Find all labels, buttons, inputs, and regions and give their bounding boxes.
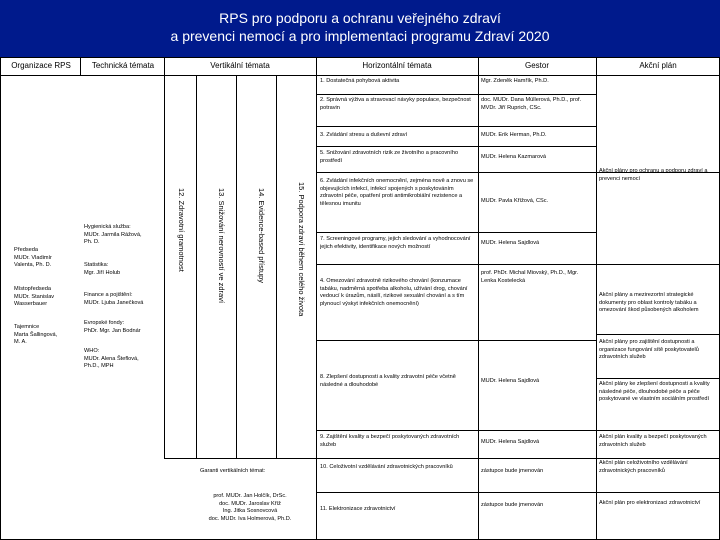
header-technical: Technická témata [91, 61, 155, 70]
tech-stats-name: Mgr. Jiří Holub [84, 269, 121, 276]
grid-line [316, 232, 596, 233]
tech-finance [84, 292, 164, 307]
row-gestor-5: MUDr. Helena Kazmarová [481, 154, 546, 160]
row-topic-8: 8. Zlepšení dostupnosti a kvality zdravotní péče včetně následné a dlouhodobé [320, 374, 456, 388]
row-gestor-11: zástupce bude jmenován [481, 502, 544, 508]
header-guarantor: Gestor [524, 61, 549, 70]
row-topic-6: 6. Zvládání infekčních onemocnění, zejména nově a znovu se objevujících infekcí, infekcí spojených s poskytováním zdravotní péče, opatření proti antimikrobiální rezistence a tělesnou imunitu [320, 178, 474, 207]
header-org: Organizace RPS [11, 61, 71, 70]
org-vice [14, 286, 78, 309]
tech-finance-name: MUDr. Ljuba Janečková [84, 299, 144, 306]
grid-line [316, 57, 317, 540]
org-vice-name: MUDr. Stanislav [14, 293, 55, 300]
grid-line [596, 378, 720, 379]
tech-eufunds [84, 320, 164, 335]
row-topic-3: 3. Zvládání stresu a duševní zdraví [320, 132, 408, 138]
grid-line [478, 57, 479, 540]
row-gestor-1: Mgr. Zdeněk Hamřík, Ph.D. [481, 78, 549, 84]
row-plan-4: Akční plány a mezirezortní strategické dokumenty pro oblast kontroly tabáku a omezování škod působených alkoholem [599, 292, 699, 314]
row-gestor-6: MUDr. Pavla Křížová, CSc. [481, 198, 549, 204]
grid-line [276, 75, 277, 458]
grid-line [80, 57, 81, 75]
org-chair [14, 247, 78, 270]
row-gestor-10: zástupce bude jmenován [481, 468, 544, 474]
tech-hygiene [84, 224, 164, 247]
grid-line [316, 146, 596, 147]
row-topic-4: 4. Omezování zdravotně rizikového chování (konzumace tabáku, nadměrná spotřeba alkoholu, užívání drog, chování vedoucí k úrazům, násilí, rizikové sexuální chování a s tím plynoucí výskyt infekčních onemocnění) [320, 278, 468, 307]
vertical-topic-15: 15. Podpora zdraví během celého života [297, 182, 306, 317]
org-secretary-name: Marta Šallingová, [14, 331, 58, 338]
org-chair-name-2: Valenta, Ph. D. [14, 262, 52, 269]
vertical-guarantor-name: doc. MUDr. Iva Holmerová, Ph.D. [208, 515, 292, 522]
grid-line [316, 126, 596, 127]
vertical-topic-12: 12. Zdravotní gramotnost [177, 188, 186, 272]
grid-line [596, 334, 720, 335]
tech-who [84, 348, 164, 371]
row-gestor-3: MUDr. Erik Herman, Ph.D. [481, 132, 547, 138]
grid-line [236, 75, 237, 458]
grid-line [316, 94, 596, 95]
title-line-1: RPS pro podporu a ochranu veřejného zdraví [219, 10, 501, 26]
tech-stats-label: Statistika: [84, 262, 109, 268]
vertical-topic-14: 14. Evidence-based přístupy [257, 188, 266, 284]
vertical-topic-13: 13. Snižování nerovností ve zdraví [217, 188, 226, 304]
row-topic-1: 1. Dostatečná pohybová aktivita [320, 78, 400, 84]
vertical-guarantor-name: Ing. Jitka Sosnovcová [222, 508, 278, 515]
row-plan-11: Akční plán pro elektronizaci zdravotnictví [599, 500, 701, 506]
tech-who-label: WHO: [84, 348, 100, 354]
grid-line [164, 458, 316, 459]
grid-line [316, 430, 720, 431]
org-secretary [14, 324, 78, 347]
grid-line [164, 75, 165, 458]
org-secretary-role: Tajemnice [14, 324, 40, 330]
header-vertical: Vertikální témata [210, 61, 270, 70]
row-plan-9: Akční plán kvality a bezpečí poskytovaných zdravotních služeb [599, 434, 707, 448]
tech-finance-label: Finance a pojištění: [84, 292, 133, 298]
title-bar [0, 0, 720, 57]
grid-line [596, 57, 597, 540]
row-gestor-8: MUDr. Helena Šajdlová [481, 378, 540, 384]
row-topic-10: 10. Celoživotní vzdělávání zdravotnických pracovníků [320, 464, 453, 470]
grid-line [0, 75, 720, 76]
org-chair-role: Předseda [14, 247, 38, 253]
plan-access-quality: Akční plány ke zlepšení dostupnosti a kvality následné péče, dlouhodobé péče a péče poskytované ve vlastním sociálním prostředí [599, 381, 710, 403]
vertical-guarantor-label: Garanti vertikálních témat: [200, 468, 266, 474]
row-gestor-9: MUDr. Helena Šajdlová [481, 439, 540, 445]
grid-line [316, 264, 720, 265]
tech-hygiene-label: Hygienická služba: [84, 224, 131, 230]
row-gestor-4: prof. PhDr. Michal Miovský, Ph.D., Mgr. Lenka Kostelecká [481, 270, 579, 284]
grid-line [0, 57, 1, 540]
title-line-2: a prevenci nemocí a pro implementaci programu Zdraví 2020 [170, 28, 550, 44]
row-plan-10: Akční plán celoživotního vzdělávání zdravotnických pracovníků [599, 460, 688, 474]
plan-prevention: Akční plány pro ochranu a podporu zdraví a prevenci nemocí [599, 168, 708, 182]
org-chair-name: MUDr. Vladimír [14, 254, 52, 261]
row-plan-8: Akční plány pro zajištění dostupnosti a organizace fungování sítě poskytovatelů zdravotních služeb [599, 339, 699, 361]
header-horizontal: Horizontální témata [362, 61, 432, 70]
vertical-guarantor-names [184, 493, 316, 523]
org-vice-name-2: Wasserbauer [14, 301, 48, 308]
row-topic-11: 11. Elektronizace zdravotnictví [320, 506, 396, 512]
org-vice-role: Místopředseda [14, 286, 52, 292]
grid-line [196, 75, 197, 458]
tech-hygiene-name-2: Ph. D. [84, 239, 100, 246]
row-topic-2: 2. Správná výživa a stravovací návyky populace, bezpečnost potravin [320, 97, 471, 111]
tech-hygiene-name: MUDr. Jarmila Rážová, [84, 231, 142, 238]
row-topic-7: 7. Screeningové programy, jejich sledování a vyhodnocování jejich efektivity, identifikace nových možností [320, 236, 471, 250]
header-action-plan: Akční plán [639, 61, 677, 70]
org-secretary-name-2: M. A. [14, 339, 27, 346]
vertical-guarantor-name: prof. MUDr. Jan Holčík, DrSc. [213, 493, 287, 499]
row-topic-5: 5. Snižování zdravotních rizik ze životního a pracovního prostředí [320, 150, 459, 164]
grid-line [316, 492, 720, 493]
row-gestor-2: doc. MUDr. Dana Müllerová, Ph.D., prof. MVDr. Jiří Ruprich, CSc. [481, 97, 582, 111]
row-gestor-7: MUDr. Helena Šajdlová [481, 240, 540, 246]
row-topic-9: 9. Zajištění kvality a bezpečí poskytovaných zdravotních služeb [320, 434, 460, 448]
tech-who-name: MUDr. Alena Šteflová, [84, 355, 139, 362]
tech-who-name-2: Ph.D., MPH [84, 363, 114, 370]
grid-line [0, 57, 720, 58]
tech-stats [84, 262, 164, 277]
grid-line [316, 340, 596, 341]
tech-eufunds-label: Evropské fondy: [84, 320, 125, 326]
grid-line [316, 458, 720, 459]
vertical-guarantor-name: doc. MUDr. Jaroslav Kříž [219, 500, 281, 507]
tech-eufunds-name: PhDr. Mgr. Jan Bodnár [84, 327, 141, 334]
